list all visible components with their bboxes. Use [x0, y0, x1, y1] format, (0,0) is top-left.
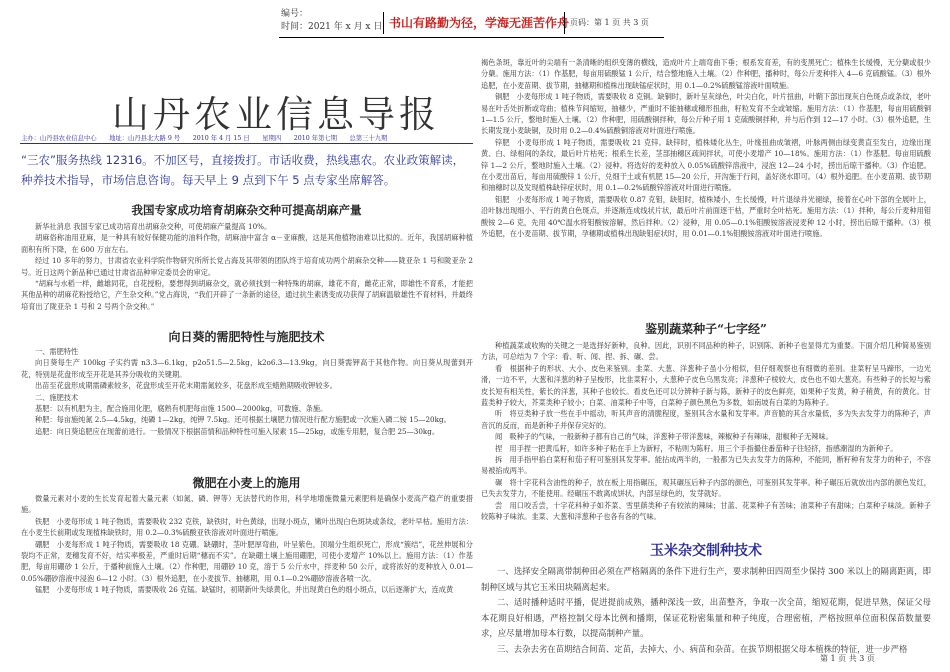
right-column-body	[481, 57, 931, 240]
article4-paragraph: 拆 用手指甲掐白菜籽和茄子籽可鉴别其发芽率。能拈成两半的，一般都为已失去发芽力的陈种，不能同，断籽种有发芽力的种子，不容易被掐成两半。	[481, 455, 931, 476]
article3-paragraph: 硼肥 小麦每形成 1 吨子物质，需要吸收 18 克硼。缺硼时，茎叶肥厚弯曲，叶呈紫色，顶端分生组织死亡，形成“簇结”，花丝伸展和分裂均不正常，麦穗发育不好，结实率极差，严重时后期“穗而不实”。在缺硼土壤上施用硼肥，可使小麦增产 10%以上。施用方法：（1）作基肥，每亩用硼砂 1 公斤，于播种前施入土壤。（2）作种肥，用硼砂 10 克，溶于 5 公斤水中，拌麦种 50 公斤，或将浓好的麦种放入 0.01—0.05%硼砂溶液中浸泡 6—12 小时。（3）根外追肥，在小麦拔节、抽穗期，用 0.1—0.2%硼砂溶液各喷一次。	[21, 539, 473, 583]
article4-body	[481, 340, 931, 523]
article4-paragraph: 尝 用口咬舌尝，十字花科种子如芥菜、雪里蕻类种子有较浓的辣味；甘蓝、花菜种子有苦味；油菜种子有甜味；白菜种子味淡。新种子较陈种子味浓。韭菜、大葱和洋葱种子也各有各的气味。	[481, 500, 931, 522]
article5-paragraph: 二、适时播种适时平播，促进提前成熟，播种深浅一致，出苗整齐，争取一次全苗，缩短花期，促进早熟，保证父母本花期良好相遇，严格控制父母本比例和播期，保证花粉密集量和种子纯度，合理密植，严格按照单位面积保苗数量要求，应尽量增加母本行数，以提高制种产量。	[481, 597, 931, 638]
masthead-promo: “三农”服务热线 12316。不加区号，直接拨打。市话收费，热线惠农。农业政策解读，种养技术指导，市场信息咨询。每天早上 9 点到下午 5 点专家坐席解答。	[21, 153, 465, 187]
article5-paragraph: 一、选择安全隔离带制种田必须在严格隔离的条件下进行生产，要求制种田四周至少保持 300 米以上的隔离距离，即制种区域与其它玉米田块隔离起来。	[481, 566, 931, 592]
article1-paragraph: “胡麻与水稻一样，雌雄同花，自花授粉，要想得到胡麻杂交，就必须找到一种特殊的胡麻，雄花不育，雌花正常，即雄性不育系，才能把其他品种的胡麻花粉授给它，产生杂交种。”党占海说，“我们开辟了一条新的途径，通过抗生素诱变成功获得了胡麻温敏雄性不育材料，并最终培育出了陇亚杂 1 号和 2 号两个杂交种。”	[21, 279, 473, 311]
article4-paragraph: 闻 吸种子的气味，一般新种子都有自己的气味，洋葱种子带洋葱味，辣椒种子有辣味，甜椒种子无辣味。	[495, 432, 833, 442]
header-divider-2	[564, 12, 565, 34]
article4-paragraph: 捏 用手捏一把黄瓜籽，如许多种子粘在手上为新籽，不粘则为陈籽。用三个手指撮住番茄种子往轻挤，指感潮湿的为新种子。	[495, 443, 898, 453]
article4-paragraph: 听 将豆类种子放一些在手中摇动，听其声音的清脆程度，鉴别其含水量和发芽率。声音脆的其含水量低，多为失去发芽力的陈种子，声音沉的反而，而是新种子并保存完好的。	[481, 409, 931, 430]
masthead-rule	[20, 143, 473, 144]
article3-paragraph: 锰肥 小麦每形成 1 吨子物质，需要吸收 26 克锰。缺锰时，初期新叶失绿黄化，并出现黄白色的细小斑点，以后逐渐扩大，连成黄	[35, 585, 454, 595]
article4-paragraph: 种植蔬菜或收购的关键之一是选择好新种，良种。因此，识别不同品种的种子，识别陈、新种子也显得尤为重要。下面介绍几种简易鉴别方法，可总结为 7 个字：看、听、闻、捏、拆、碾、尝。	[481, 341, 931, 362]
footer-page: 第 1 页 共 3 页	[820, 654, 875, 663]
article2-paragraph: 一、需肥特性	[35, 347, 79, 356]
article3-paragraph: 微量元素对小麦的生长发育起着大量元素（如氮、磷、钾等）无法替代的作用，科学地增施微量元素肥料是确保小麦高产稳产的重要措施。	[21, 494, 473, 515]
article4-paragraph: 碾 将十字花科含油性的种子，放在板上用指碾压，观其碾压后种子内部的颜色，可鉴别其发芽率。种子碾压后就放出内部的颜色发红，已失去发芽力，不能使用。经碾压不敢离成饼状，内部呈绿色的，发芽就好。	[481, 477, 931, 499]
right-paragraph: 铜肥 小麦每形成 1 吨子物质，需要吸收 8 克铜。缺铜时，新叶呈灰绿色，叶尖白化，叶片扭曲，叶鞘下部出现灰白色斑点或条纹，老叶易在叶舌处折断或弯曲；植株节间缩短，抽穗少，严重时不能抽穗或穗形扭曲，籽粒发育不全或皱缩。施用方法：（1）作基肥，每亩用硫酸铜 1—1.5 公斤，整地时施入土壤。（2）作种肥，用硫酸铜拌种，每公斤种子用 1 克硫酸铜拌种，并与后作到 12—17 小时。（3）根外追肥，生长期发现小麦缺铜，及时用 0.2—0.4%硫酸铜溶液对叶面进行喷施。	[481, 92, 931, 136]
article2-paragraph: 种肥：每亩施纯氮 2.5—4.5kg，纯磷 1—2kg，纯钾 7.5kg。还可根据土壤肥力情况进行配方施肥或一次施入磷二铵 15—20kg。	[35, 415, 451, 425]
right-paragraph: 褐色条斑，靠近叶的尖端有一条清晰的组织变薄的横线，造成叶片上端弯曲下垂；根系发育差，有的变黑死亡；植株生长缓慢，无分蘖或很少分蘖。施用方法：（1）作基肥，每亩用硫酸锰 1 公斤，结合整地施入土壤。（2）作种肥，播种时，每公斤麦种拌入 4—6 克硫酸锰。（3）根外追肥，在小麦苗期、拔节期，抽穗期和植株出现缺锰症状时，用 0.1—0.2%硫酸锰溶液叶面喷施。	[481, 58, 931, 90]
right-paragraph: 锌肥 小麦每形成 1 吨子物质，需要吸收 21 克锌。缺锌时，植株矮化丛生，叶缘扭曲成皱褶，叶脉两侧由绿变黄直至发白，边缘出现黄、白、绿相间的条纹，最后叶片枯死；根系生长差，茎部抽穗区疏间拌状，可使小麦增产 10—18%。施用方法：（1）作基肥。每亩用硫酸锌 1—2 公斤，整地时施入土壤。（2）浸种。将选好的麦种放入 0.05%硫酸锌溶液中，浸泡 12—24 小时，捞出后晾干播种。（3）作追肥。在小麦出苗后，每亩用硫酸锌 1 公斤，兑细干土或有机肥 15—20 公斤，开沟施于行间，盖好浇水即可。（4）根外追肥。在小麦苗期、拔节期和抽穗时以及发现植株缺锌症状时，用 0.1—0.2%硫酸锌溶液对叶面进行喷施。	[481, 137, 931, 193]
article2-paragraph: 向日葵每生产 100kg 子实约需 n3.3—6.1kg，p2o51.5—2.5kg，k2o6.3—13.9kg，向日葵需钾高于其他作物。向日葵从现蕾到开花，特别是花盘形成至开花是其养分吸收的关键期。	[21, 358, 473, 379]
article4-title: 鉴别蔬菜种子“七字经”	[645, 322, 767, 336]
header-slogan: 书山有路勤为径，学海无涯苦作舟	[389, 16, 570, 30]
article3-title: 微肥在小麦上的施用	[192, 476, 301, 490]
article2-paragraph: 二、施肥技术	[35, 392, 79, 402]
article2-paragraph: 基肥：以有机肥为主，配合施用化肥，腐熟有机肥每亩施 1500—2000kg，可数施、条施。	[35, 404, 328, 414]
article3-paragraph: 铁肥 小麦每形成 1 吨子物质，需要吸收 232 克铁，缺铁时，叶色黄绿，出现小斑点，嫩叶出现白色斑块或条纹，老叶早枯。施用方法：在小麦生长前期或发现植株缺铁时，用 0.2—0.3%硫酸亚铁溶液对叶面进行喷施。	[21, 516, 473, 538]
article5-body	[481, 564, 931, 657]
article1-paragraph: 新华社消息 我国专家已成功培育出胡麻杂交种，可使胡麻产量提高 10%。	[35, 222, 272, 231]
header-time: 时间：2021 年 x 月 x 日	[281, 22, 383, 32]
header-number: 编号：	[281, 9, 309, 19]
header-page: 页码：第 1 页 共 3 页	[570, 18, 649, 27]
article2-body	[21, 346, 473, 437]
header-rule	[279, 37, 664, 38]
article3-body	[21, 493, 473, 596]
article2-paragraph: 追肥：向日葵追肥应在现蕾前进行。一般情况下根据苗情和品种特性可施入尿素 15—25kg，或施专用肥，复合肥 25—30kg。	[35, 426, 440, 436]
article1-paragraph: 经过 10 多年的努力，甘肃省农业科学院作物研究所所长党占海及其带领的团队终于培育成功两个胡麻杂交种——陇亚杂 1 号和陇亚杂 2 号。近日这两个新品种已通过甘肃省品种审定委员会的审定。	[21, 256, 473, 277]
article4-paragraph: 看 根据种子的形状、大小、皮色来鉴别。韭菜、大葱、洋葱种子虽小分相似，但仔细观察也有细微的差别。韭菜籽呈马蹄形，一边光滑，一边不平，大葱和洋葱的种子呈梭形，比韭菜籽小，大葱种子皮色乌黑发亮；洋葱种子棱较大，皮色也不如大葱亮。有些种子的长短与紫皮长短有相关性，紫长的洋葱，其种子也较长。看皮色还可以分辨种子新与陈，新种子的皮色鲜亮，如果种子发黄，种子稍黄，有的黄化。甘蓝类种子较大，芥菜类种子较小；白菜、油菜种子中等，白菜种子颜色黑色为多数，如南坡有白菜的为陈种子。	[481, 363, 931, 408]
article2-paragraph: 出苗至花盘形成期需磷素较多，花盘形成至开花末期需氮较多，花盘形成至蜡熟期吸收钾较多。	[35, 381, 337, 391]
article2-title: 向日葵的需肥特性与施肥技术	[168, 330, 325, 344]
masthead-title: 山丹农业信息导报	[112, 93, 440, 136]
article1-title: 我国专家成功培育胡麻杂交种可提高胡麻产量	[131, 203, 362, 217]
article5-title: 玉米杂交制种技术	[650, 543, 762, 559]
header-divider-1	[383, 12, 384, 34]
right-paragraph: 钼肥 小麦每形成 1 吨子物质，需要吸收 0.87 克钼，缺钼时，植株矮小，生长缓慢，叶片退绿并光褪绿，接着在心叶下部的全展叶上，沿叶脉出现细小、平行的黄白色斑点，并逐渐连成线状片状，最后叶片前面逐干枯，严重时全叶枯死。施用方法：（1）拌种，每公斤麦种用钼酸铵 2—6 克，先用 40℃温水将钼酸铵溶解，然后拌种。（2）浸种，用 0.05—0.1%钼酸铵溶液浸麦种 12 小时，捞出后晾干播种。（3）根外追肥，在小麦苗期、拔节期，孕穗期或植株出现缺钼症状时，用 0.01—0.1%钼酸铵溶液对叶面进行喷施。	[481, 194, 931, 239]
masthead-info: 主办：山丹县农业信息中心 地址：山丹县北大路 9 号 2010 年 4 月 15 日 星期四 2010 年第七期 总第三十九期	[21, 135, 388, 142]
article1-body	[21, 221, 473, 312]
article1-paragraph: 胡麻俗称油用亚麻，是一种具有较好保健功能的油料作物，胡麻油中富含 α－亚麻酸，这是其他植物油难以比拟的。近年，我国胡麻种植面积有所下降，在 600 万亩左右。	[21, 233, 473, 254]
article5-paragraph: 三、去杂去劣在苗期结合间苗、定苗，去掉大、小、病苗和杂苗。在拔节期根据父母本植株的特征，进一步严格	[497, 643, 908, 654]
